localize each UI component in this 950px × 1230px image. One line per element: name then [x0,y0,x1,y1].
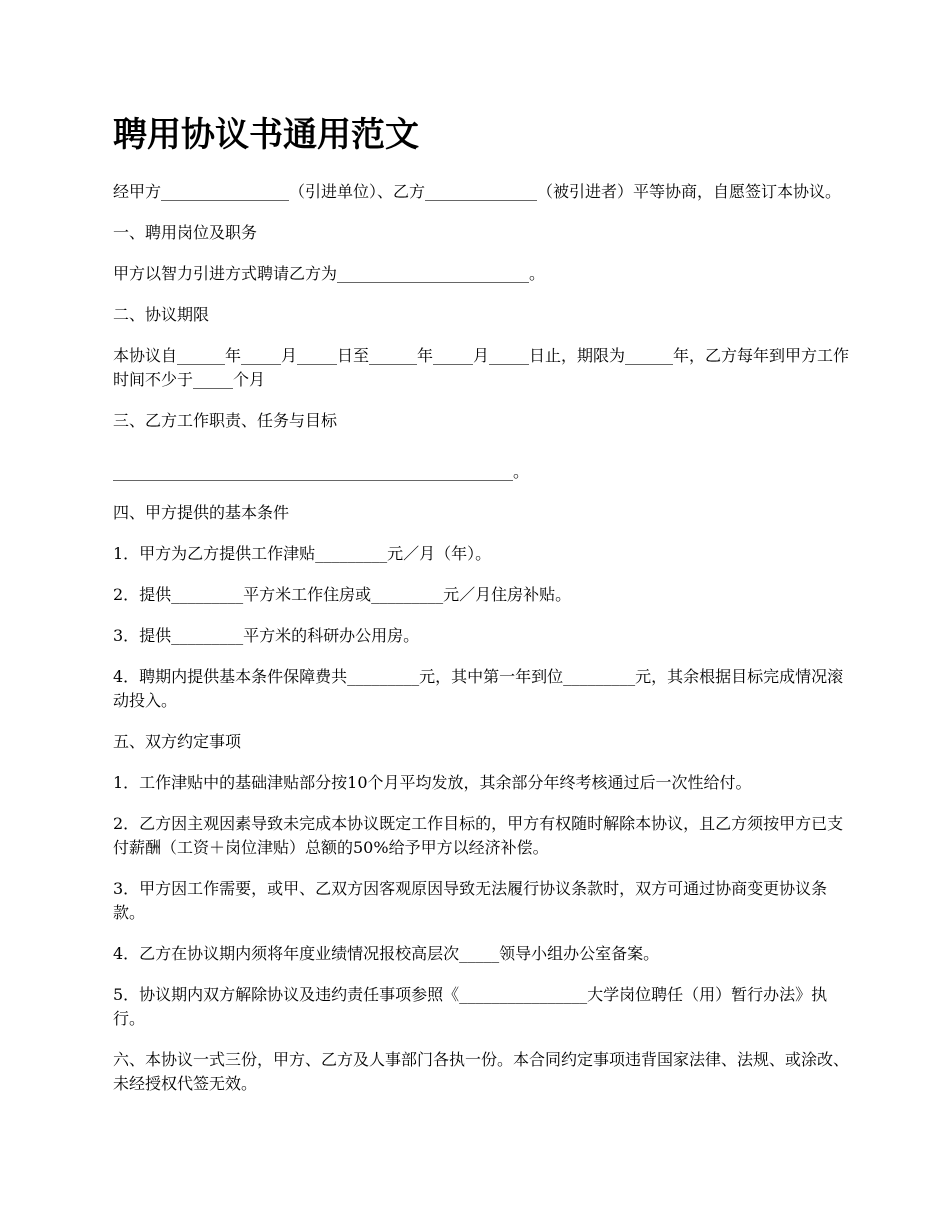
section-5-item-3: 3．甲方因工作需要，或甲、乙双方因客观原因导致无法履行协议条款时，双方可通过协商变更协议条款。 [113,879,828,922]
section-5-item-5: 5．协议期内双方解除协议及违约责任事项参照《________________大学岗位聘任（用）暂行办法》执行。 [113,985,828,1028]
section-heading-2: 二、协议期限 [113,305,210,324]
intro-paragraph: 经甲方________________（引进单位）、乙方______________（被引进者）平等协商，自愿签订本协议。 [113,182,842,201]
section-heading-1: 一、聘用岗位及职务 [113,223,258,242]
section-4-item-3: 3．提供_________平方米的科研办公用房。 [113,626,420,645]
section-2-paragraph: 本协议自______年_____月_____日至______年_____月_____日止，期限为______年，乙方每年到甲方工作时间不少于_____个月 [113,346,850,389]
section-heading-3: 三、乙方工作职责、任务与目标 [113,411,338,430]
section-5-item-1: 1．工作津贴中的基础津贴部分按10个月平均发放，其余部分年终考核通过后一次性给付。 [113,773,752,792]
section-1-paragraph: 甲方以智力引进方式聘请乙方为________________________。 [113,264,546,283]
section-heading-4: 四、甲方提供的基本条件 [113,503,290,522]
section-4-item-2: 2．提供_________平方米工作住房或_________元／月住房补贴。 [113,585,572,604]
section-4-item-1: 1．甲方为乙方提供工作津贴_________元／月（年）。 [113,544,492,563]
document-title: 聘用协议书通用范文 [113,115,419,155]
section-6-paragraph: 六、本协议一式三份，甲方、乙方及人事部门各执一份。本合同约定事项违背国家法律、法规、或涂改、未经授权代签无效。 [113,1050,850,1093]
section-5-item-4: 4．乙方在协议期内须将年度业绩情况报校高层次_____领导小组办公室备案。 [113,944,660,963]
section-3-blank-line: __________________________________________________。 [113,462,530,481]
document-page [113,110,853,1113]
section-4-item-4: 4．聘期内提供基本条件保障费共_________元，其中第一年到位_________元，其余根据目标完成情况滚动投入。 [113,667,844,710]
section-heading-5: 五、双方约定事项 [113,732,242,751]
section-5-item-2: 2．乙方因主观因素导致未完成本协议既定工作目标的，甲方有权随时解除本协议，且乙方须按甲方已支付薪酬（工资＋岗位津贴）总额的50%给予甲方以经济补偿。 [113,814,844,857]
